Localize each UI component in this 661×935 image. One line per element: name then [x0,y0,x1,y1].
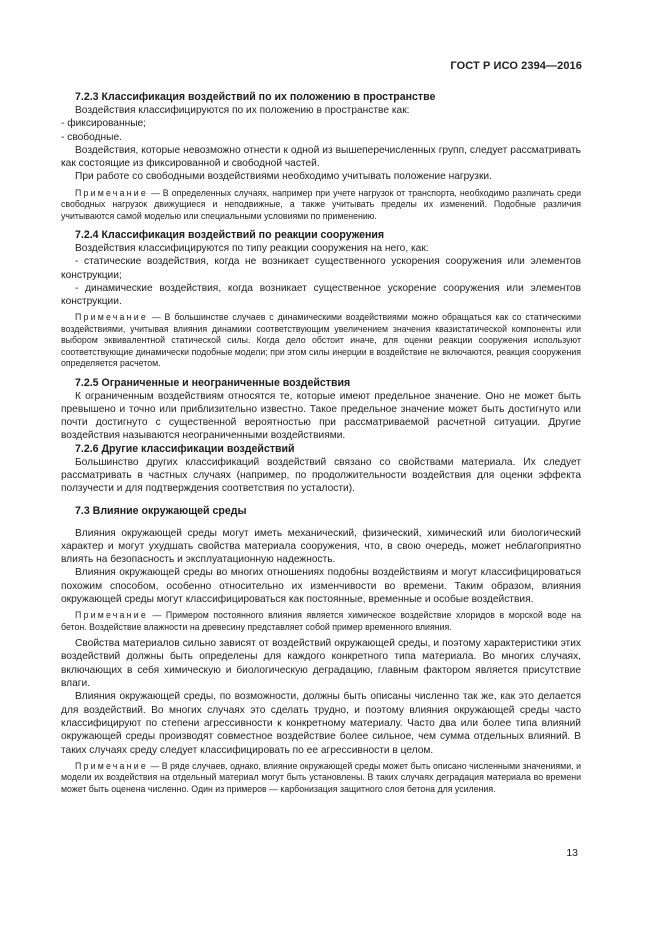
paragraph: Воздействия классифицируются по их положению в пространстве как: [75,105,410,116]
list-item: - свободные. [61,131,122,143]
paragraph: Воздействия, которые невозможно отнести к одной из вышеперечисленных групп, следует рассматривать как состоящие из фиксированной и свободной частей. [61,144,581,170]
section-heading-7-2-4: 7.2.4 Классификация воздействий по реакции сооружения [75,229,385,241]
note-label: Примечание [75,187,148,198]
section-heading-7-2-6: 7.2.6 Другие классификации воздействий [75,442,295,455]
standard-header: ГОСТ Р ИСО 2394—2016 [450,60,582,72]
note [61,188,581,222]
note-text: — В большинстве случаев с динамическими воздействиями можно обращаться как со статическими воздействиями, учитывая влияния динамики соответствующим увеличением значения квазистатической компоненты или выбором эквивалентной статической силы. Когда дело обстоит иначе, для оценки реакции сооружения используют соответствующие динамически подобные модели; при этом силы инерции в воздействие не включаются, реакция сооружения определяется расчетом. [61,312,581,369]
paragraph: К ограниченным воздействиям относятся те, которые имеют предельное значение. Оно не может быть превышено и точно или приблизительно известно. Такое предельное значение может быть достигнуто или почти достигнуто с существенной вероятностью при рассматриваемой расчетной ситуации. Другие воздействия называются неограниченными воздействиями. [61,390,581,442]
paragraph: Влияния окружающей среды могут иметь механический, физический, химический или биологический характер и могут ухудшать свойства материала сооружения, что, в свою очередь, может неблагоприятно влиять на безопасность и эксплуатационную надежность. [61,527,581,566]
page-number: 13 [566,847,578,859]
note [61,312,581,369]
paragraph: Влияния окружающей среды, по возможности, должны быть описаны численно так же, как это делается для воздействий. Во многих случаях это сделать трудно, и поэтому влияния окружающей среды часто классифицируют по степени агрессивности к конкретному материалу. Часто два или более типа влияний окружающей среды производят совместное воздействие более сильное, чем сумма отдельных влияний. В таких случаях среду следует классифицировать по ее агрессивности в целом. [61,691,581,756]
list-item: - фиксированные; [61,118,147,130]
note [61,610,581,633]
paragraph: При работе со свободными воздействиями необходимо учитывать положение нагрузки. [75,171,492,183]
paragraph: Воздействия классифицируются по типу реакции сооружения на него, как: [75,243,429,254]
section-heading-7-2-3: 7.2.3 Классификация воздействий по их положению в пространстве [75,91,436,103]
section-heading-7-2-5: 7.2.5 Ограниченные и неограниченные воздействия [75,376,351,389]
document-body [61,91,581,795]
note-text: — Примером постоянного влияния является химическое воздействие хлоридов в морской воде на бетон. Воздействие влажности на древесину представляет собой пример временного влияния. [61,610,581,632]
paragraph: Свойства материалов сильно зависят от воздействий окружающей среды, и поэтому характеристики этих воздействий должны быть определены для каждого конкретного типа материала. Во многих случаях, включающих в себя химическую и биологическую деградацию, главным фактором является присутствие влаги. [61,638,581,690]
list-item: - динамические воздействия, когда возникает существенное ускорение сооружения или элементов конструкции. [61,282,581,308]
note-label: Примечание [75,312,148,323]
note-text: — В определенных случаях, например при учете нагрузок от транспорта, необходимо различать среди свободных нагрузок движущиеся и неподвижные, а также учитывать пределы их изменений. Подобные различия учитываются самой моделью или специальными условиями по применению. [61,187,581,221]
note-text: — В ряде случаев, однако, влияние окружающей среды может быть описано численными значениями, и модели их воздействия на отдельный материал могут быть установлены. В таких случаях деградация материала во времени может быть оценена численно. Один из примеров — карбонизация защитного слоя бетона для усиления. [61,760,581,794]
note-label: Примечание [75,610,148,621]
list-item: - статические воздействия, когда не возникает существенного ускорения сооружения или элементов конструкции; [61,256,581,281]
note [61,761,581,795]
paragraph: Влияния окружающей среды во многих отношениях подобны воздействиям и могут классифицироваться похожим способом, особенно относительно их изменчивости во времени. Таким образом, влияния окружающей среды могут классифицироваться как постоянные, временные и особые воздействия. [61,567,581,606]
note-label: Примечание [75,760,148,771]
section-heading-7-3: 7.3 Влияние окружающей среды [75,504,247,517]
paragraph: Большинство других классификаций воздействий связано со свойствами материала. Их следует рассматривать в частных случаях (например, по продолжительности воздействия для оценки эффекта ползучести и для подтверждения соответствия по усталости). [61,456,581,495]
